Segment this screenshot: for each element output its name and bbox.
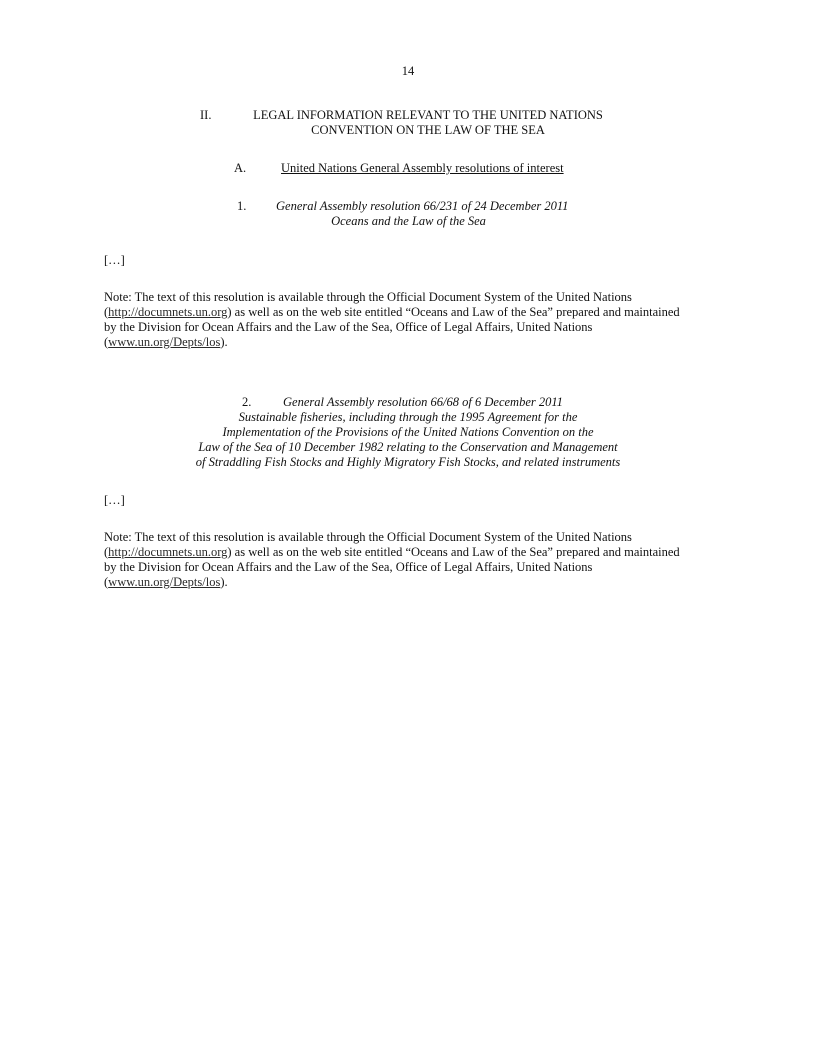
doalos-link[interactable]: www.un.org/Depts/los xyxy=(108,575,221,589)
paren: ). xyxy=(220,335,228,349)
note-line: by the Division for Ocean Affairs and the Law of the Sea, Office of Legal Affairs, United Nations xyxy=(104,320,593,334)
resolution2-subtitle-line: Implementation of the Provisions of the United Nations Convention on the xyxy=(222,425,594,439)
resolution1-ellipsis: […] xyxy=(104,253,125,267)
resolution1-subtitle: Oceans and the Law of the Sea xyxy=(331,214,486,228)
resolution2-ellipsis: […] xyxy=(104,493,125,507)
note-line xyxy=(104,575,724,590)
note-line xyxy=(104,305,724,320)
resolution2-number: 2. xyxy=(242,395,252,409)
doalos-link[interactable]: www.un.org/Depts/los xyxy=(108,335,221,349)
note-text: ) as well as on the web site entitled “Oceans and Law of the Sea” prepared and maintained xyxy=(227,305,680,319)
paren: ( xyxy=(104,305,109,319)
resolution2-subtitle-line: of Straddling Fish Stocks and Highly Migratory Fish Stocks, and related instruments xyxy=(195,455,621,469)
chapter-numeral: II. xyxy=(200,108,212,122)
resolution2-subtitle-line: Sustainable fisheries, including through the 1995 Agreement for the xyxy=(238,410,578,424)
paren: ( xyxy=(104,575,109,589)
paren: ). xyxy=(220,575,228,589)
page-number: 14 xyxy=(401,64,415,78)
ods-link[interactable]: http://documnets.un.org xyxy=(108,305,228,319)
note-line xyxy=(104,335,724,350)
resolution1-number: 1. xyxy=(237,199,247,213)
paren: ( xyxy=(104,545,109,559)
note-line: Note: The text of this resolution is available through the Official Document System of the United Nations xyxy=(104,530,632,544)
resolution2-subtitle-line: Law of the Sea of 10 December 1982 relating to the Conservation and Management xyxy=(198,440,618,454)
note-line: by the Division for Ocean Affairs and the Law of the Sea, Office of Legal Affairs, United Nations xyxy=(104,560,593,574)
paren: ( xyxy=(104,335,109,349)
chapter-title-line1: LEGAL INFORMATION RELEVANT TO THE UNITED NATIONS xyxy=(253,108,603,122)
chapter-title-line2: CONVENTION ON THE LAW OF THE SEA xyxy=(311,123,545,137)
note-line xyxy=(104,545,724,560)
resolution2-title: General Assembly resolution 66/68 of 6 December 2011 xyxy=(283,395,563,409)
note-text: ) as well as on the web site entitled “Oceans and Law of the Sea” prepared and maintained xyxy=(227,545,680,559)
section-title: United Nations General Assembly resolutions of interest xyxy=(281,161,564,175)
section-letter: A. xyxy=(234,161,247,175)
resolution1-title: General Assembly resolution 66/231 of 24 December 2011 xyxy=(276,199,569,213)
ods-link[interactable]: http://documnets.un.org xyxy=(108,545,228,559)
note-line: Note: The text of this resolution is available through the Official Document System of the United Nations xyxy=(104,290,632,304)
